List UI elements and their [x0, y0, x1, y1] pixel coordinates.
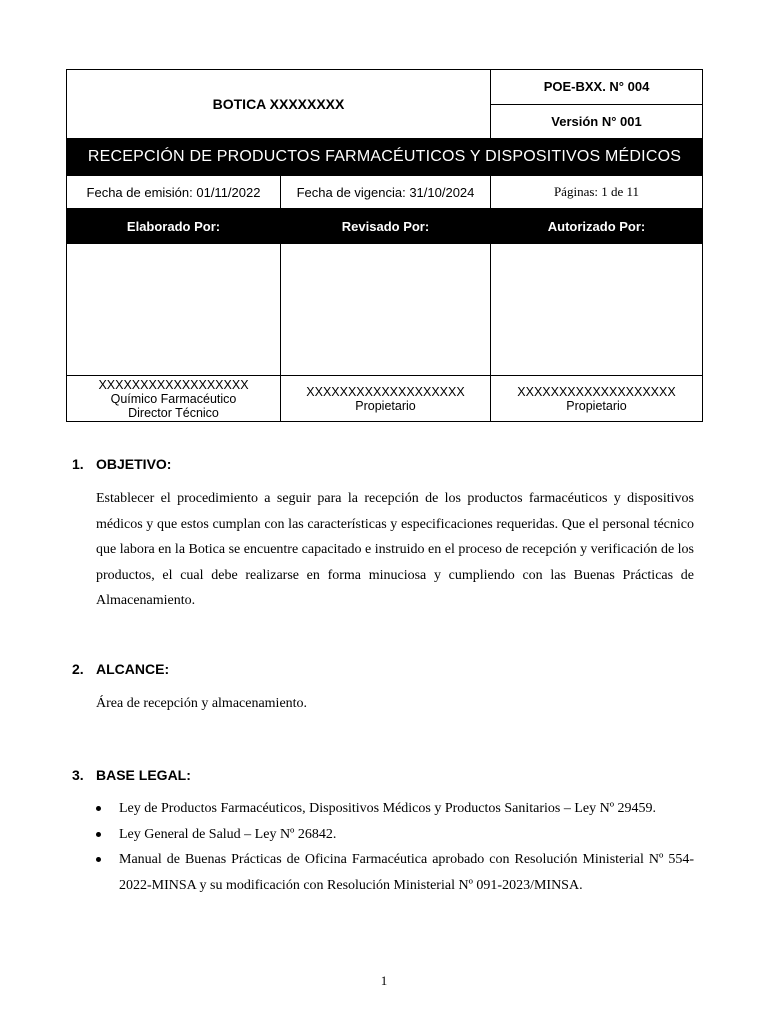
- document-header-table: [66, 69, 703, 422]
- signature-box-reviewed: [281, 244, 491, 376]
- section-heading-objetivo: [72, 456, 171, 472]
- document-version: Versión N° 001: [491, 104, 703, 139]
- section-title: BASE LEGAL:: [96, 767, 191, 783]
- list-item: Ley de Productos Farmacéuticos, Dispositivos Médicos y Productos Sanitarios – Ley Nº 29459.: [96, 796, 694, 822]
- section-body-alcance: Área de recepción y almacenamiento.: [96, 696, 308, 711]
- signer-position: Director Técnico: [128, 405, 219, 420]
- section-number: 2.: [72, 661, 84, 677]
- signature-box-authorized: [491, 244, 703, 376]
- validity-date: Fecha de vigencia: 31/10/2024: [281, 176, 491, 209]
- signer-title: Propietario: [355, 398, 416, 413]
- signer-title: Propietario: [566, 398, 627, 413]
- signer-name: XXXXXXXXXXXXXXXXXX: [98, 377, 249, 392]
- section-number: 1.: [72, 456, 84, 472]
- role-reviewed: Revisado Por:: [281, 209, 491, 244]
- section-body-objetivo: Establecer el procedimiento a seguir para la recepción de los productos farmacéuticos y dispositivos médicos y que estos cumplan con las características y especificaciones requeridas. Que el personal técnico que labora en la Botica se encuentre capacitado e instruido en el proceso de recepción y verificación de los productos, el cual debe realizarse en forma minuciosa y cumpliendo con las Buenas Prácticas de Almacenamiento.: [96, 491, 694, 608]
- signer-reviewed: [281, 376, 491, 422]
- page-count: Páginas: 1 de 11: [491, 176, 703, 209]
- signer-name: XXXXXXXXXXXXXXXXXXX: [517, 384, 676, 399]
- signature-box-prepared: [67, 244, 281, 376]
- section-title: OBJETIVO:: [96, 456, 172, 472]
- signer-authorized: [491, 376, 703, 422]
- role-authorized: Autorizado Por:: [491, 209, 703, 244]
- section-title: ALCANCE:: [96, 661, 170, 677]
- section-heading-base-legal: [72, 767, 191, 783]
- company-name: BOTICA XXXXXXXX: [67, 70, 491, 139]
- role-prepared: Elaborado Por:: [67, 209, 281, 244]
- legal-base-list: [96, 796, 694, 898]
- list-item: Manual de Buenas Prácticas de Oficina Farmacéutica aprobado con Resolución Ministerial Nº 554-2022-MINSA y su modificación con Resolución Ministerial Nº 091-2023/MINSA.: [96, 847, 694, 898]
- signer-name: XXXXXXXXXXXXXXXXXXX: [306, 384, 465, 399]
- document-code: POE-BXX. N° 004: [491, 70, 703, 105]
- signer-prepared: [67, 376, 281, 422]
- bullet-icon: [96, 857, 101, 862]
- bullet-icon: [96, 832, 101, 837]
- bullet-icon: [96, 806, 101, 811]
- section-heading-alcance: [72, 661, 169, 677]
- list-item: Ley General de Salud – Ley Nº 26842.: [96, 822, 694, 848]
- signer-title: Químico Farmacéutico: [110, 391, 237, 406]
- page-number: 1: [380, 973, 388, 988]
- document-title: RECEPCIÓN DE PRODUCTOS FARMACÉUTICOS Y DISPOSITIVOS MÉDICOS: [67, 139, 703, 176]
- section-number: 3.: [72, 767, 84, 783]
- issue-date: Fecha de emisión: 01/11/2022: [67, 176, 281, 209]
